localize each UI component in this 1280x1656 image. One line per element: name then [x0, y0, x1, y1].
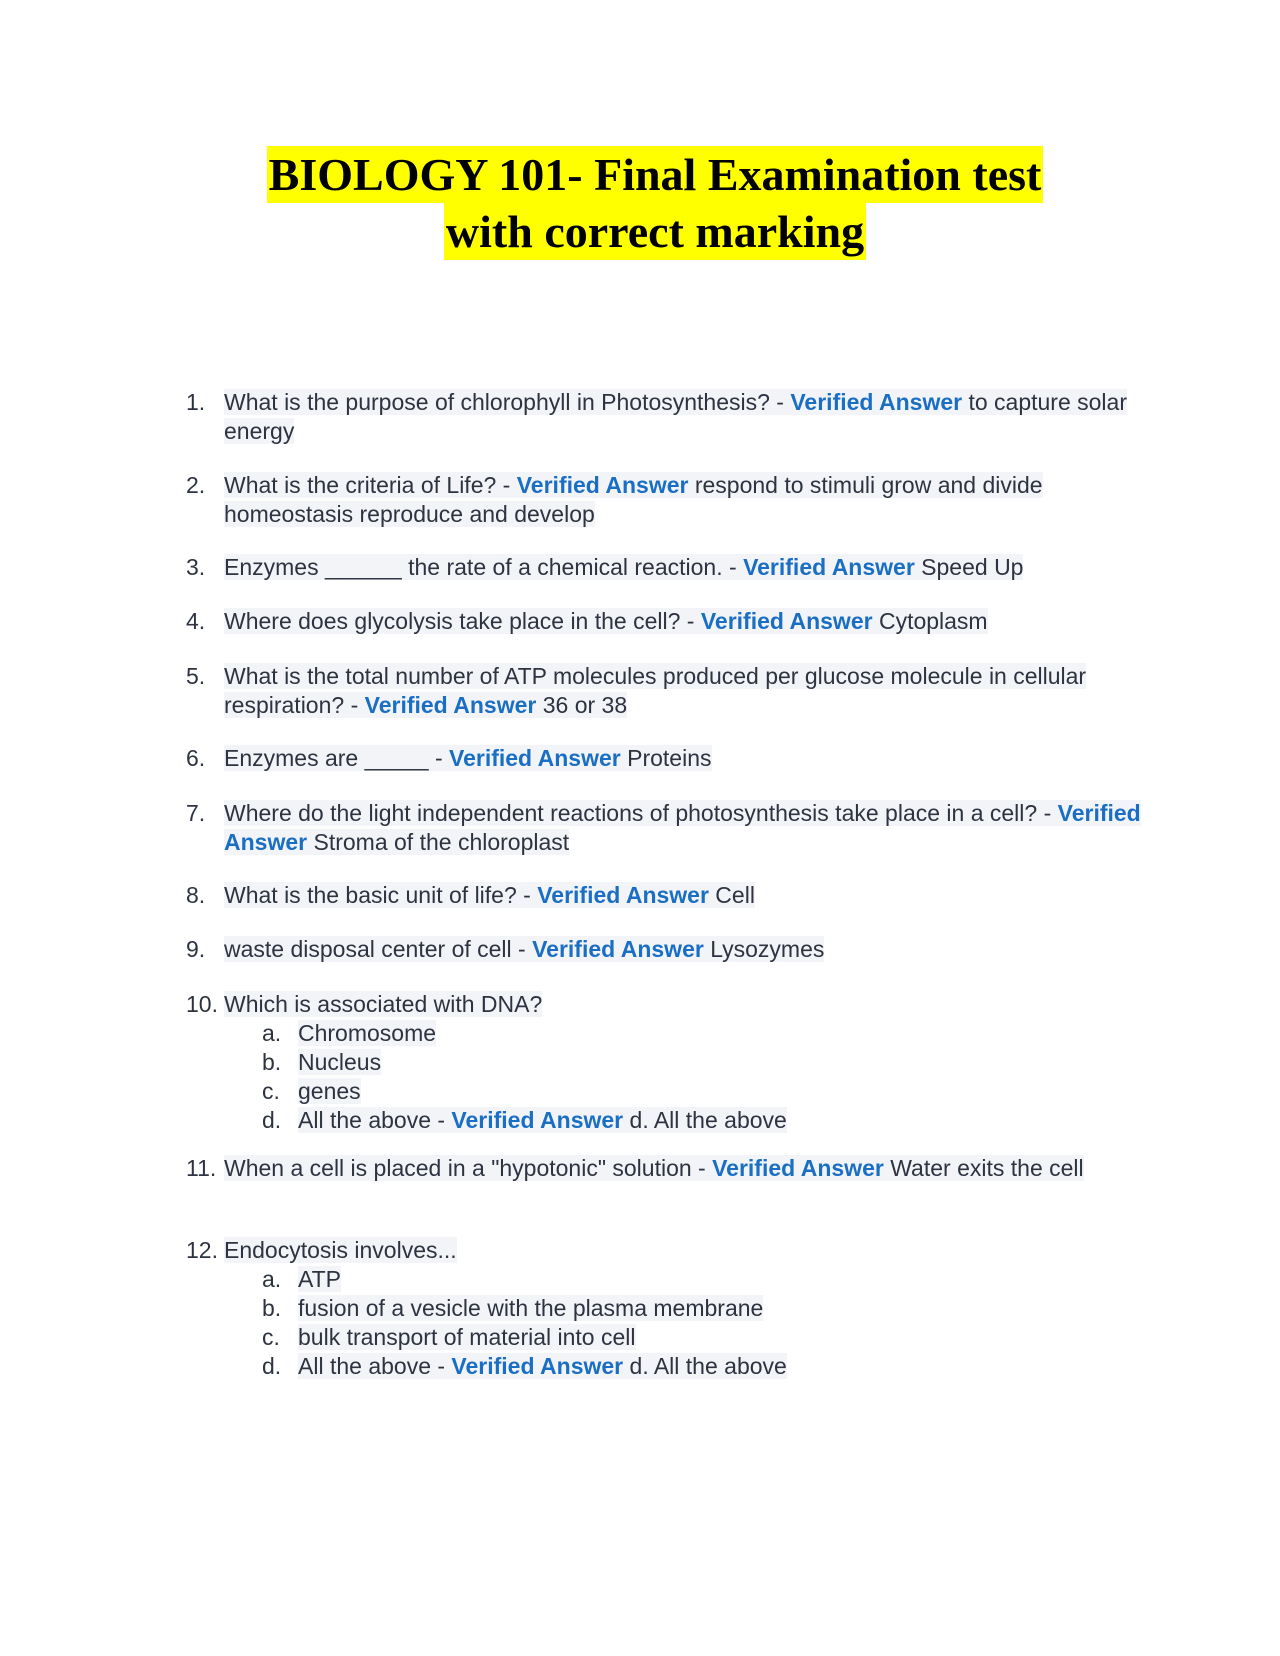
- question-text-highlight: [224, 882, 755, 908]
- question-text: bulk transport of material into cell: [298, 1324, 636, 1350]
- question-text: What is the total number of ATP molecules produced per glucose molecule in cellular respiration? -: [224, 663, 1087, 718]
- question-body: [224, 471, 1146, 529]
- answer-option: [262, 1352, 1146, 1381]
- question-item: [186, 935, 1146, 964]
- question-text: When a cell is placed in a "hypotonic" solution -: [224, 1155, 713, 1181]
- question-body: [224, 662, 1146, 720]
- option-letter: d.: [262, 1107, 282, 1133]
- question-item: [186, 881, 1146, 910]
- verified-answer-label: Verified Answer: [537, 882, 709, 908]
- answer-option: [262, 1077, 1146, 1106]
- question-body: [224, 935, 1146, 964]
- question-text: waste disposal center of cell -: [224, 936, 533, 962]
- answer-text: d. All the above: [623, 1107, 787, 1133]
- question-text-highlight: [298, 1020, 436, 1046]
- question-text: Where do the light independent reactions of photosynthesis take place in a cell? -: [224, 800, 1058, 826]
- verified-answer-label: Verified Answer: [532, 936, 704, 962]
- question-item: [186, 662, 1146, 720]
- question-item: [186, 1236, 1146, 1381]
- answer-option: [262, 1265, 1146, 1294]
- question-item: [186, 799, 1146, 857]
- question-number: 8.: [186, 882, 206, 908]
- question-text-highlight: [224, 745, 712, 771]
- title-line-2: with correct marking: [444, 203, 866, 260]
- question-item: [186, 1154, 1146, 1183]
- question-text-highlight: [224, 991, 542, 1017]
- question-text: What is the criteria of Life? -: [224, 472, 517, 498]
- question-text: What is the basic unit of life? -: [224, 882, 538, 908]
- answer-option: [262, 1294, 1146, 1323]
- option-letter: c.: [262, 1078, 280, 1104]
- question-item: [186, 553, 1146, 582]
- question-text: Nucleus: [298, 1049, 382, 1075]
- verified-answer-label: Verified Answer: [700, 608, 873, 634]
- answer-option: [262, 1106, 1146, 1135]
- question-text: Chromosome: [298, 1020, 437, 1046]
- answer-text: Water exits the cell: [883, 1155, 1084, 1181]
- option-letter: a.: [262, 1266, 282, 1292]
- question-text: All the above -: [298, 1107, 452, 1133]
- question-text-highlight: [298, 1107, 787, 1133]
- question-item: [186, 990, 1146, 1135]
- question-number: 12.: [186, 1237, 218, 1263]
- question-text: What is the purpose of chlorophyll in Photosynthesis? -: [224, 389, 791, 415]
- answer-text: Cytoplasm: [872, 608, 988, 634]
- title-line-1: BIOLOGY 101- Final Examination test: [267, 146, 1044, 203]
- answer-text: 36 or 38: [536, 692, 628, 718]
- option-letter: b.: [262, 1295, 282, 1321]
- answer-text: Cell: [708, 882, 755, 908]
- question-text-highlight: [224, 554, 1023, 580]
- question-item: [186, 471, 1146, 529]
- question-item: [186, 744, 1146, 773]
- option-letter: d.: [262, 1353, 282, 1379]
- question-number: 3.: [186, 554, 206, 580]
- question-number: 10.: [186, 991, 218, 1017]
- answer-text: to capture solar energy: [224, 389, 1127, 444]
- answer-text: Proteins: [620, 745, 712, 771]
- answer-text: Stroma of the chloroplast: [307, 829, 570, 855]
- question-text: Which is associated with DNA?: [224, 991, 543, 1017]
- verified-answer-label: Verified Answer: [451, 1353, 624, 1379]
- question-text-highlight: [298, 1049, 381, 1075]
- question-number: 2.: [186, 472, 206, 498]
- verified-answer-label: Verified Answer: [712, 1155, 884, 1181]
- verified-answer-label: Verified Answer: [224, 800, 1141, 855]
- question-text-highlight: [224, 472, 1043, 527]
- question-text-highlight: [298, 1295, 763, 1321]
- answer-option: [262, 1048, 1146, 1077]
- question-body: [224, 990, 1146, 1019]
- question-number: 5.: [186, 663, 206, 689]
- question-number: 6.: [186, 745, 206, 771]
- question-text-highlight: [224, 1155, 1084, 1181]
- answer-text: d. All the above: [623, 1353, 787, 1379]
- question-number: 7.: [186, 800, 206, 826]
- verified-answer-label: Verified Answer: [451, 1107, 624, 1133]
- answer-text: Lysozymes: [703, 936, 825, 962]
- question-text-highlight: [224, 800, 1141, 855]
- question-text-highlight: [298, 1078, 361, 1104]
- question-text: Where does glycolysis take place in the cell? -: [224, 608, 701, 634]
- option-letter: c.: [262, 1324, 280, 1350]
- question-text-highlight: [224, 663, 1086, 718]
- question-body: [224, 553, 1146, 582]
- question-text-highlight: [298, 1353, 787, 1379]
- question-item: [186, 388, 1146, 446]
- question-text: Enzymes ______ the rate of a chemical reaction. -: [224, 554, 744, 580]
- question-body: [224, 1236, 1146, 1265]
- verified-answer-label: Verified Answer: [790, 389, 963, 415]
- question-number: 4.: [186, 608, 206, 634]
- question-text: Endocytosis involves...: [224, 1237, 457, 1263]
- verified-answer-label: Verified Answer: [364, 692, 537, 718]
- question-body: [224, 744, 1146, 773]
- question-text: All the above -: [298, 1353, 452, 1379]
- question-text-highlight: [224, 1237, 457, 1263]
- question-text: genes: [298, 1078, 361, 1104]
- question-body: [224, 388, 1146, 446]
- question-body: [224, 607, 1146, 636]
- question-number: 11.: [186, 1155, 217, 1181]
- option-letter: a.: [262, 1020, 282, 1046]
- verified-answer-label: Verified Answer: [449, 745, 621, 771]
- verified-answer-label: Verified Answer: [516, 472, 689, 498]
- answer-text: Speed Up: [914, 554, 1024, 580]
- answer-text: respond to stimuli grow and divide homeostasis reproduce and develop: [224, 472, 1043, 527]
- question-body: [224, 1154, 1146, 1183]
- question-text-highlight: [298, 1266, 341, 1292]
- question-number: 9.: [186, 936, 206, 962]
- question-body: [224, 799, 1146, 857]
- question-body: [224, 881, 1146, 910]
- question-text: Enzymes are _____ -: [224, 745, 450, 771]
- answer-option: [262, 1019, 1146, 1048]
- answer-option: [262, 1323, 1146, 1352]
- question-text: ATP: [298, 1266, 342, 1292]
- question-text-highlight: [224, 389, 1127, 444]
- question-item: [186, 607, 1146, 636]
- question-text-highlight: [224, 936, 824, 962]
- question-text: fusion of a vesicle with the plasma membrane: [298, 1295, 764, 1321]
- question-text-highlight: [298, 1324, 636, 1350]
- verified-answer-label: Verified Answer: [743, 554, 915, 580]
- question-number: 1.: [186, 389, 206, 415]
- option-letter: b.: [262, 1049, 282, 1075]
- question-text-highlight: [224, 608, 988, 634]
